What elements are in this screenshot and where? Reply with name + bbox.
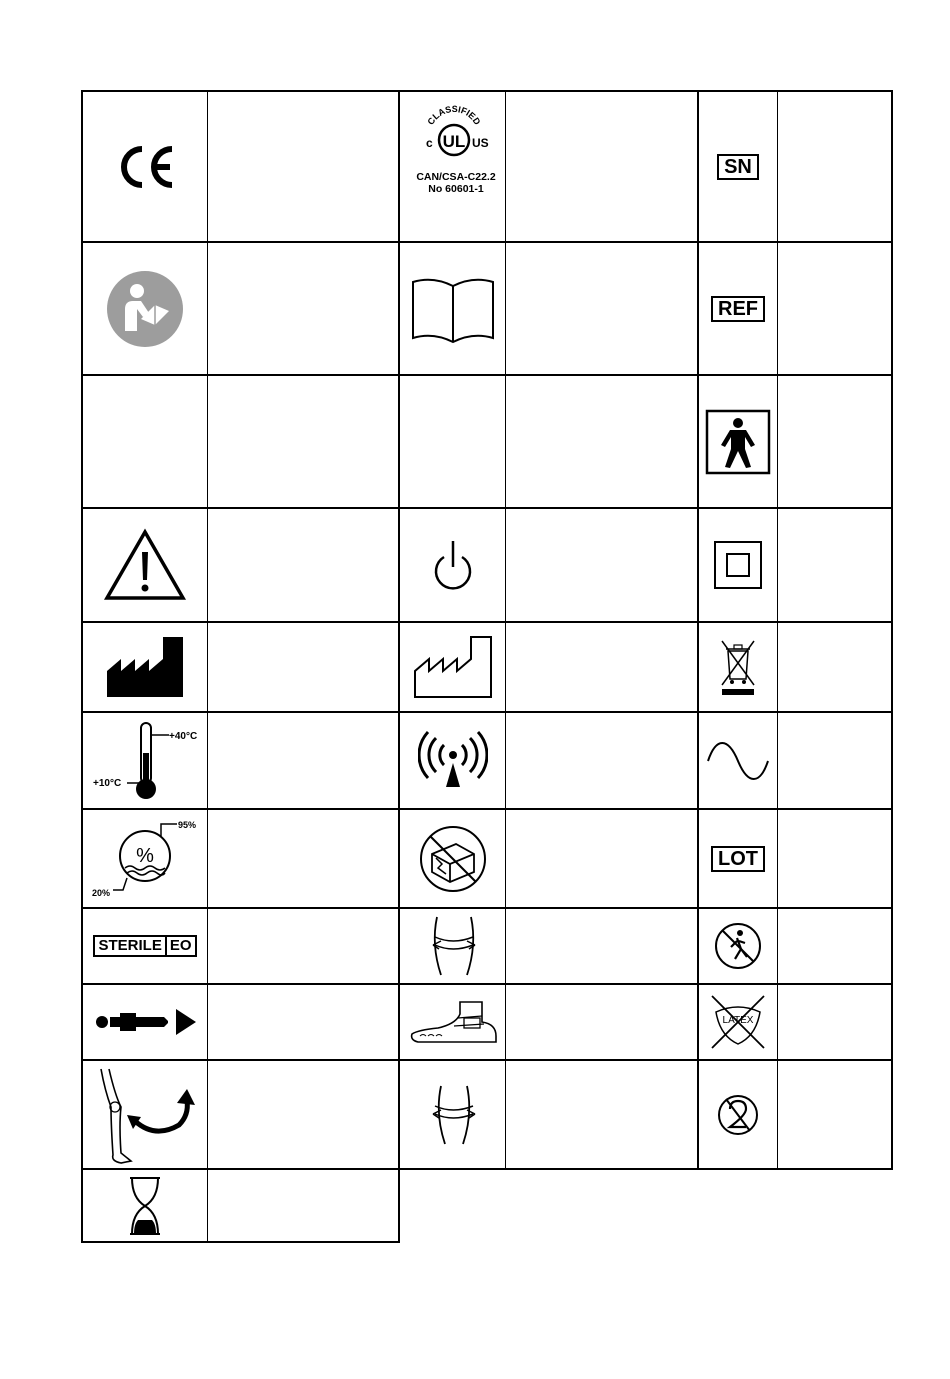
temperature-limit-icon: [83, 713, 207, 808]
lot-number-icon: [699, 810, 777, 907]
manufacturer-icon: [83, 623, 207, 711]
sterile-method-label: EO: [169, 937, 192, 954]
ul-c-text: c: [426, 136, 433, 150]
do-not-use-if-damaged-icon: [400, 810, 505, 907]
sterile-eo-icon: [83, 909, 207, 983]
leg-flexion-icon: [83, 1061, 207, 1168]
serial-number-icon: [699, 92, 777, 241]
ul-mark-text: UL: [442, 132, 466, 151]
ul-standard-line1: CAN/CSA-C22.2: [416, 171, 496, 183]
consult-instructions-icon: [83, 243, 207, 374]
alternating-current-icon: [699, 713, 777, 808]
do-not-reuse-icon: [699, 1061, 777, 1168]
warning-triangle-icon: [83, 509, 207, 621]
patient-orientation-icon: [83, 985, 207, 1059]
thigh-circumference-icon: [400, 909, 505, 983]
power-standby-icon: [400, 509, 505, 621]
humidity-limit-icon: [83, 810, 207, 907]
date-of-manufacture-icon: [400, 623, 505, 711]
svg-text:CLASSIFIED: [425, 104, 482, 127]
catalogue-number-label: REF: [711, 296, 765, 322]
non-ionizing-radiation-icon: [400, 713, 505, 808]
serial-number-label: SN: [717, 154, 759, 180]
ce-mark-icon: [83, 92, 207, 241]
ul-us-text: US: [472, 136, 489, 150]
class-ii-double-insulation-icon: [699, 509, 777, 621]
temperature-low-label: +10°C: [93, 778, 122, 789]
latex-free-icon: [699, 985, 777, 1059]
latex-label: LATEX: [722, 1015, 754, 1026]
ul-classified-text: CLASSIFIED: [425, 103, 483, 127]
foot-strap-icon: [400, 985, 505, 1059]
no-walking-icon: [699, 909, 777, 983]
lot-number-label: LOT: [711, 846, 765, 872]
use-by-date-icon: [83, 1170, 207, 1241]
type-bf-applied-part-icon: [699, 376, 777, 507]
instruction-book-icon: [400, 243, 505, 374]
temperature-high-label: +40°C: [169, 731, 198, 742]
humidity-low-label: 20%: [92, 888, 111, 898]
calf-circumference-icon: [400, 1061, 505, 1168]
ul-standard-line2: No 60601-1: [428, 183, 484, 195]
ul-classified-icon: [400, 92, 505, 241]
humidity-percent-sign: %: [136, 845, 154, 867]
sterile-label: STERILE: [95, 937, 166, 955]
humidity-high-label: 95%: [178, 820, 197, 830]
weee-crossed-bin-icon: [699, 623, 777, 711]
catalogue-number-icon: [699, 243, 777, 374]
